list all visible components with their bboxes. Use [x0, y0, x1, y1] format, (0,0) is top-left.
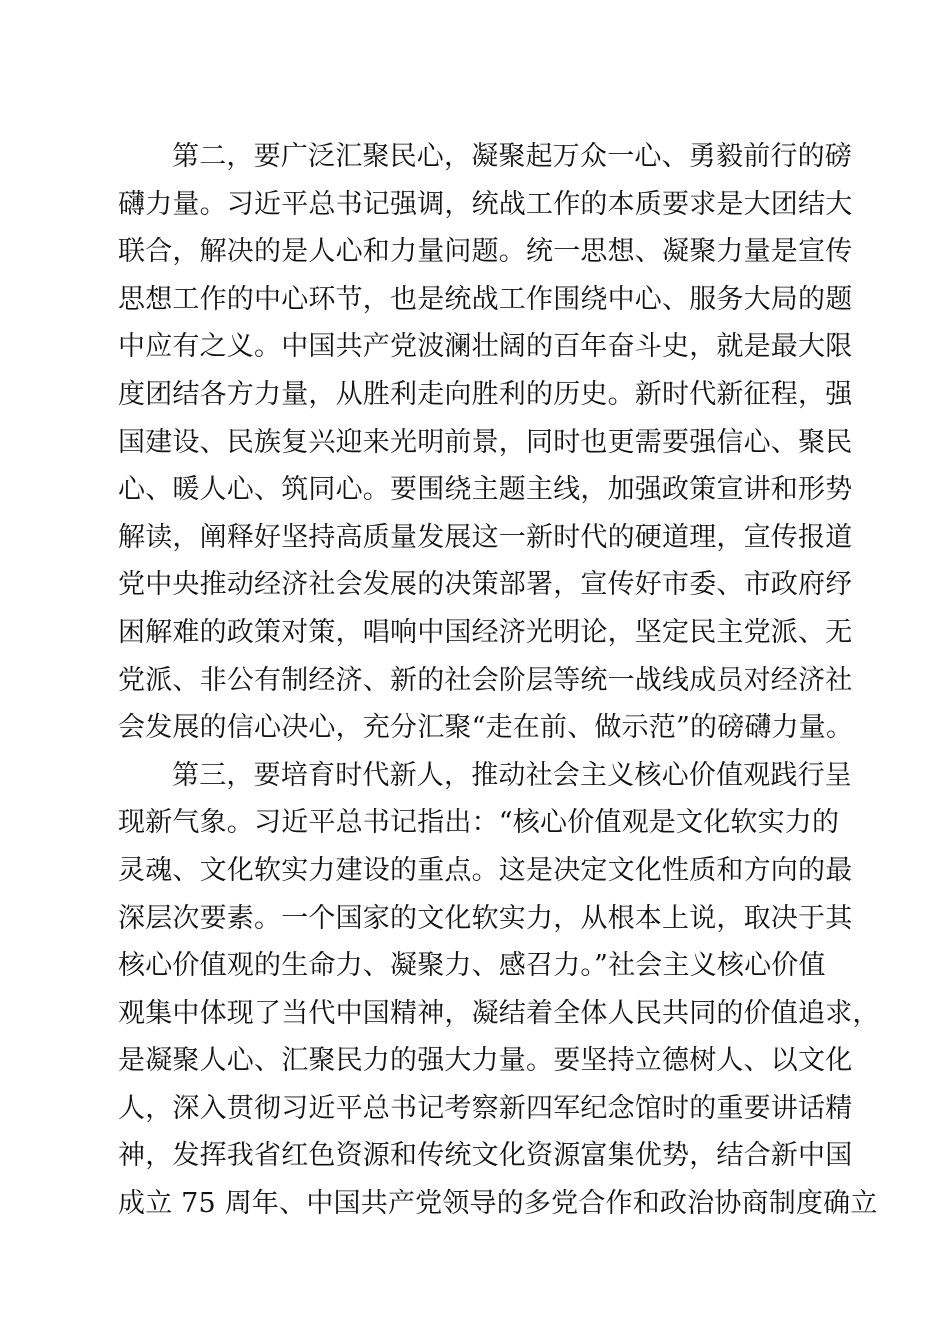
paragraph-3-line-3: 灵魂、文化软实力建设的重点。这是决定文化性质和方向的最 [118, 854, 853, 886]
paragraph-2-line-10: 党中央推动经济社会发展的决策部署，宣传好市委、市政府纾 [118, 569, 853, 601]
document-body [118, 133, 880, 1228]
paragraph-2-line-13: 会发展的信心决心，充分汇聚“走在前、做示范”的磅礴力量。 [118, 712, 854, 744]
paragraph-3-line-10: 成立 75 周年、中国共产党领导的多党合作和政治协商制度确立 [118, 1188, 878, 1220]
paragraph-3-line-9: 神，发挥我省红色资源和传统文化资源富集优势，结合新中国 [118, 1140, 853, 1172]
paragraph-2-line-1: 第二，要广泛汇聚民心，凝聚起万众一心、勇毅前行的磅 [172, 141, 852, 172]
paragraph-2-line-2: 礴力量。习近平总书记强调，统战工作的本质要求是大团结大 [118, 188, 853, 220]
paragraph-2-line-8: 心、暖人心、筑同心。要围绕主题主线，加强政策宣讲和形势 [118, 474, 853, 506]
paragraph-2-line-3: 联合，解决的是人心和力量问题。统一思想、凝聚力量是宣传 [118, 236, 853, 268]
paragraph-2-line-12: 党派、非公有制经济、新的社会阶层等统一战线成员对经济社 [118, 664, 853, 696]
paragraph-3-line-2: 现新气象。习近平总书记指出：“核心价值观是文化软实力的 [118, 807, 840, 839]
paragraph-3-line-8: 人，深入贯彻习近平总书记考察新四军纪念馆时的重要讲话精 [118, 1092, 853, 1124]
paragraph-3-line-4: 深层次要素。一个国家的文化软实力，从根本上说，取决于其 [118, 902, 853, 934]
paragraph-2-line-11: 困解难的政策对策，唱响中国经济光明论，坚定民主党派、无 [118, 616, 853, 648]
paragraph-3-line-1: 第三，要培育时代新人，推动社会主义核心价值观践行呈 [172, 759, 852, 791]
paragraph-3-line-5: 核心价值观的生命力、凝聚力、感召力。”社会主义核心价值 [118, 950, 826, 982]
paragraph-2-line-6: 度团结各方力量，从胜利走向胜利的历史。新时代新征程，强 [118, 378, 853, 410]
paragraph-3-line-6: 观集中体现了当代中国精神，凝结着全体人民共同的价值追求， [118, 997, 880, 1029]
paragraph-2-line-9: 解读，阐释好坚持高质量发展这一新时代的硬道理，宣传报道 [118, 521, 853, 553]
paragraph-2-line-5: 中应有之义。中国共产党波澜壮阔的百年奋斗史，就是最大限 [118, 331, 853, 363]
paragraph-2-line-7: 国建设、民族复兴迎来光明前景，同时也更需要强信心、聚民 [118, 426, 853, 458]
paragraph-2-line-4: 思想工作的中心环节，也是统战工作围绕中心、服务大局的题 [118, 283, 853, 315]
paragraph-3-line-7: 是凝聚人心、汇聚民力的强大力量。要坚持立德树人、以文化 [118, 1045, 853, 1077]
